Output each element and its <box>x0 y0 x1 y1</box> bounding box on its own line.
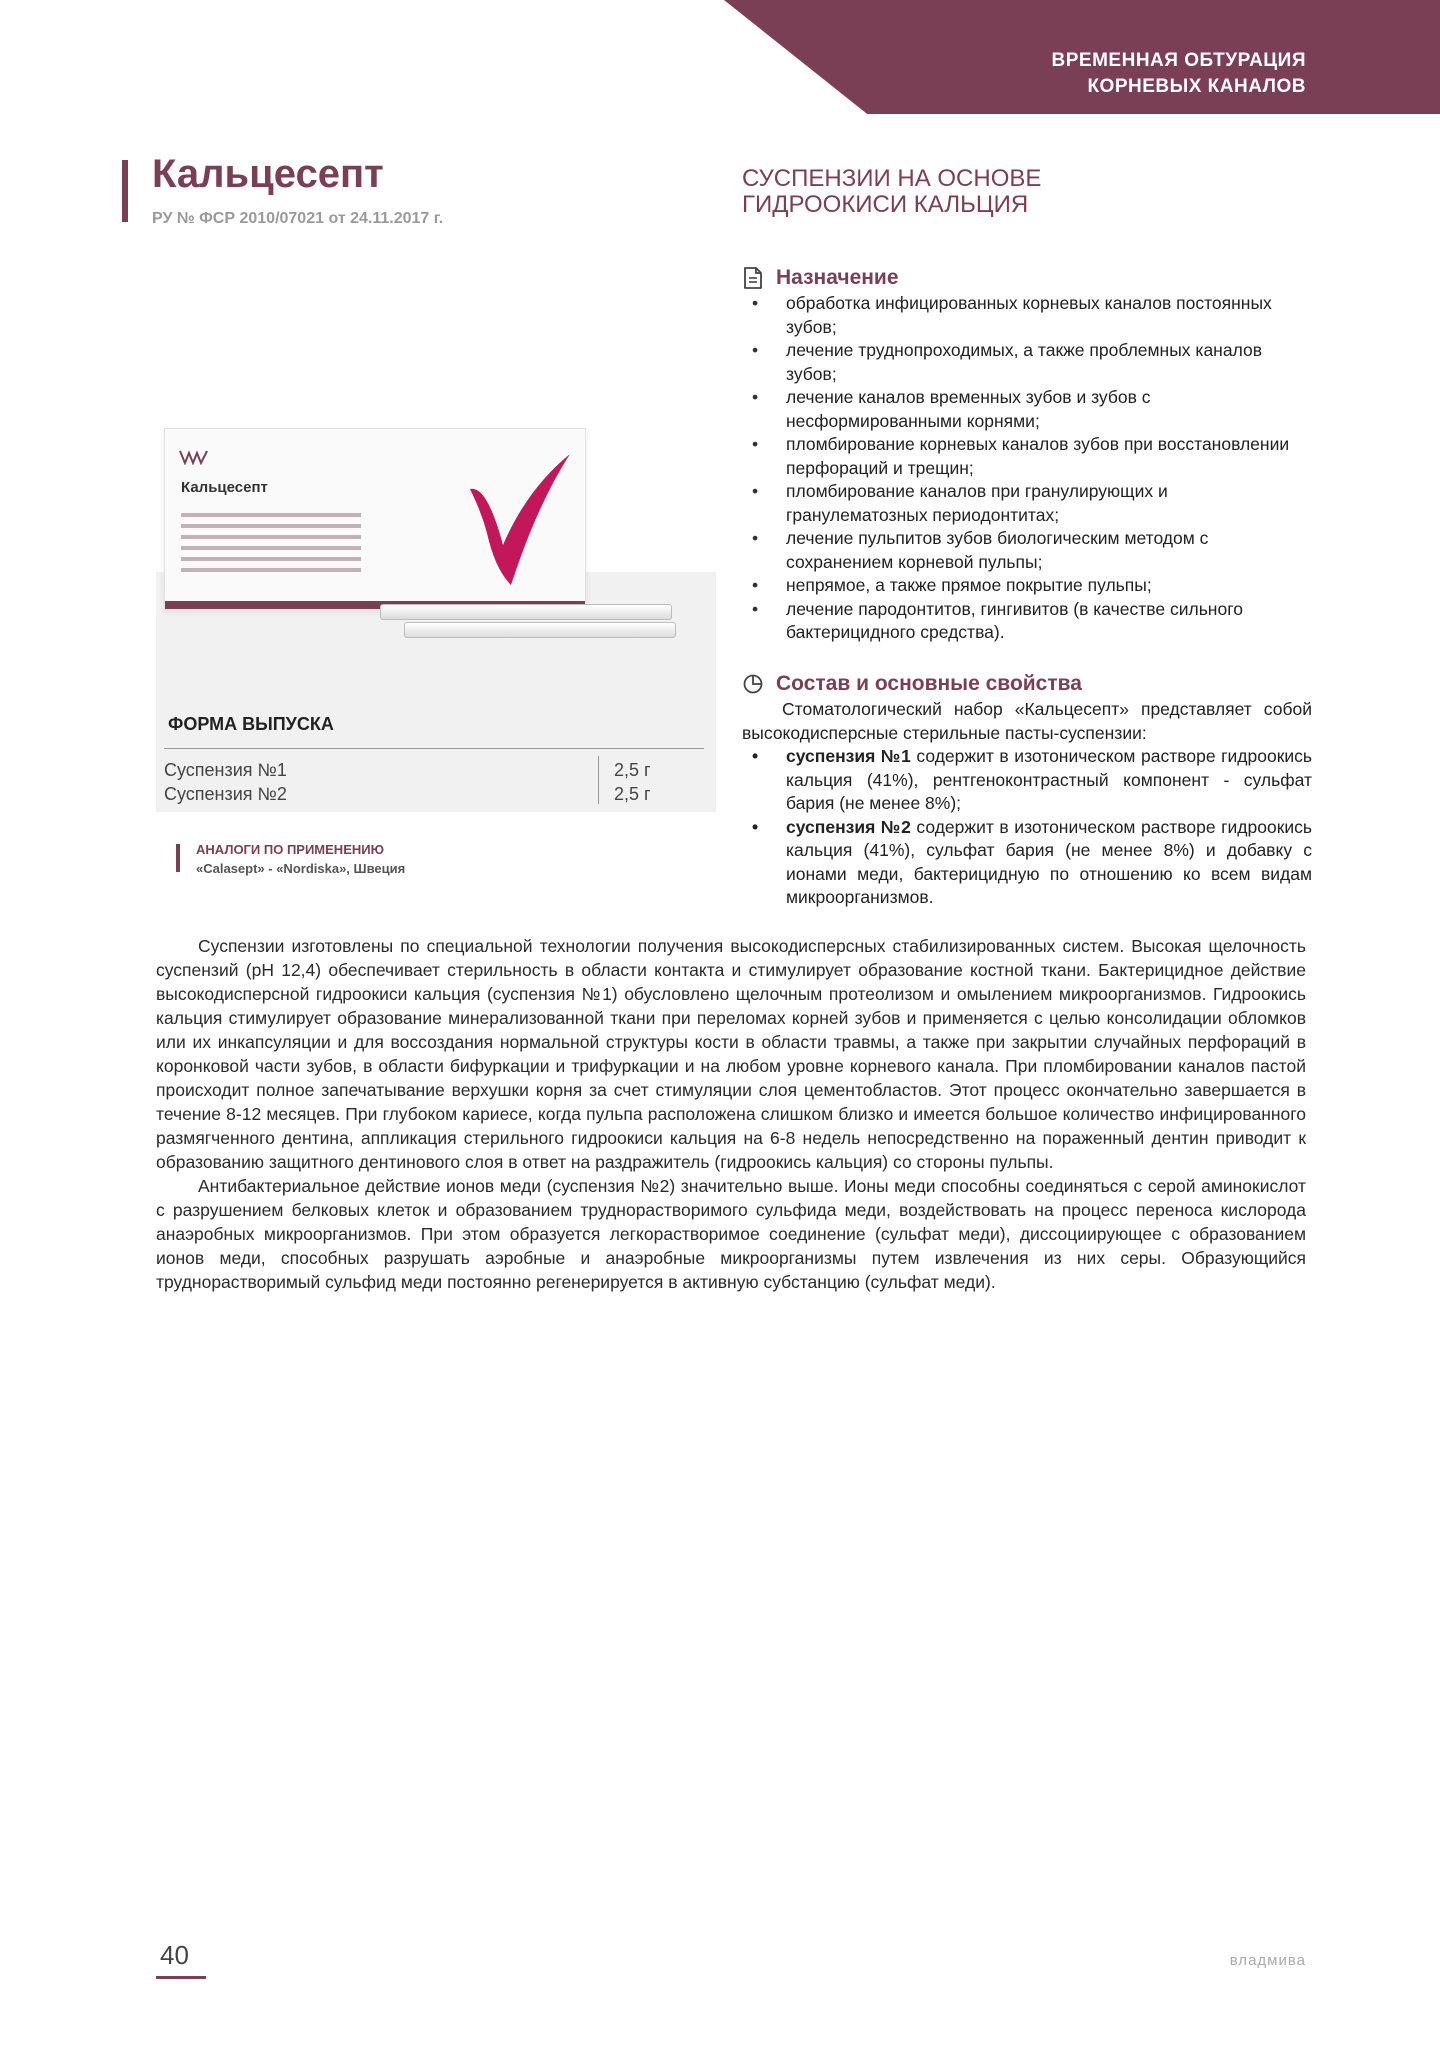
body-text <box>156 934 1306 1294</box>
composition-heading-text: Состав и основные свойства <box>776 672 1082 695</box>
list-item: • обработка инфицированных корневых каналов постоянных зубов; <box>742 292 1312 339</box>
section-title-line1: ВРЕМЕННАЯ ОБТУРАЦИЯ <box>1051 50 1306 71</box>
syringe-image <box>404 622 676 638</box>
list-item: • пломбирование корневых каналов зубов при восстановлении перфораций и трещин; <box>742 433 1312 480</box>
product-title: Кальцесепт <box>152 152 384 196</box>
checkmark-logo-icon <box>465 449 575 589</box>
analogs-heading: АНАЛОГИ ПО ПРИМЕНЕНИЮ <box>196 842 385 857</box>
table-row <box>164 760 704 784</box>
release-name: Суспензия №2 <box>164 784 287 804</box>
product-category-line2: ГИДРООКИСИ КАЛЬЦИЯ <box>742 191 1029 218</box>
page-number-underline <box>156 1976 206 1979</box>
purpose-section <box>742 264 1312 645</box>
list-item: • пломбирование каналов при гранулирующих и гранулематозных периодонтитах; <box>742 480 1312 527</box>
composition-heading <box>742 670 1312 698</box>
composition-section <box>742 670 1312 910</box>
product-category <box>742 166 1302 218</box>
list-item: • лечение пародонтитов, гингивитов (в качестве сильного бактерицидного средства). <box>742 598 1312 645</box>
package-text-lines <box>181 513 361 579</box>
page-number: 40 <box>160 1940 189 1970</box>
section-title <box>1052 48 1306 100</box>
pie-chart-icon <box>742 673 764 695</box>
list-item <box>742 816 1312 910</box>
release-value: 2,5 г <box>614 760 651 780</box>
table-row <box>164 784 704 808</box>
body-paragraph: Антибактериальное действие ионов меди (суспензия №2) значительно выше. Ионы меди способны соединяться с серой аминокислот с разрушением белковых клеток и образованием труднорастворимого сульфида меди, воздействовать на процесс переноса кислорода анаэробных микроорганизмов. При этом образуется легкорастворимое соединение (сульфат меди), диссоциирующее с образованием ионов меди, способных разрушать аэробные и анаэробные микроорганизмы путем извлечения из них серы. Образующийся труднорастворимый сульфид меди постоянно регенерируется в активную субстанцию (сульфат меди). <box>156 1176 1306 1292</box>
registration-number: РУ № ФСР 2010/07021 от 24.11.2017 г. <box>152 210 444 227</box>
divider <box>598 756 599 804</box>
suspension-2-label: суспензия №2 <box>786 816 911 837</box>
list-item: • лечение труднопроходимых, а также проблемных каналов зубов; <box>742 339 1312 386</box>
list-item: • лечение пульпитов зубов биологическим методом с сохранением корневой пульпы; <box>742 527 1312 574</box>
brand-logo-icon <box>179 449 209 465</box>
list-item: • лечение каналов временных зубов и зубов с несформированными корнями; <box>742 386 1312 433</box>
document-icon <box>742 266 764 290</box>
title-accent-bar <box>122 160 128 222</box>
body-paragraph: Суспензии изготовлены по специальной технологии получения высокодисперсных стабилизированных систем. Высокая щелочность суспензий (pH 12,4) обеспечивает стерильность в области контакта и стимулирует образование костной ткани. Бактерицидное действие высокодисперсной гидроокиси кальция (суспензия №1) обусловлено щелочным протеолизом и омылением микроорганизмов. Гидроокись кальция стимулирует образование минерализованной ткани при переломах корней зубов и применяется с целью консолидации обломков или их инкапсуляции и для воссоздания нормальной структуры кости в области травмы, а также при закрытии случайных перфораций в коронковой части зубов, в области бифуркации и трифуркации и на любом уровне корневого канала. При пломбировании каналов пастой происходит полное запечатывание верхушки корня за счет стимуляции слоя цементобластов. Этот процесс окончательно завершается в течение 8-12 месяцев. При глубоком кариесе, когда пульпа расположена слишком близко и имеется большое количество инфицированного размягченного дентина, аппликация стерильного гидроокиси кальция на 6-8 недель непосредственно на пораженный дентин приводит к образованию защитного дентинового слоя в ответ на раздражитель (гидроокись кальция) со стороны пульпы. <box>156 936 1306 1172</box>
section-title-line2: КОРНЕВЫХ КАНАЛОВ <box>1087 76 1306 97</box>
list-item: • непрямое, а также прямое покрытие пульпы; <box>742 574 1312 598</box>
suspension-1-label: суспензия №1 <box>786 746 911 766</box>
product-category-line1: СУСПЕНЗИИ НА ОСНОВЕ <box>742 165 1042 192</box>
suspension-1-text: содержит в изотоническом растворе гидроокись кальция (41%), рентгеноконтрастный компонент - сульфат бария (не менее 8%); <box>786 746 1312 813</box>
release-form-heading: ФОРМА ВЫПУСКА <box>168 714 334 734</box>
footer-brand: владмива <box>1229 1952 1306 1969</box>
product-package-image <box>164 428 586 610</box>
purpose-heading-text: Назначение <box>776 266 899 289</box>
list-item <box>742 745 1312 816</box>
purpose-heading <box>742 264 1312 292</box>
release-value: 2,5 г <box>614 784 651 804</box>
analogs-accent-bar <box>176 844 180 872</box>
analogs-text: «Calasept» - «Nordiska», Швеция <box>196 861 406 876</box>
composition-list <box>742 745 1312 910</box>
release-name: Суспензия №1 <box>164 760 287 780</box>
purpose-list <box>742 292 1312 645</box>
suspension-2-text: содержит в изотоническом растворе гидроокись кальция (41%), сульфат бария (не менее 8%) и добавку с ионами меди, бактерицидную по отношению ко всем видам микроорганизмов. <box>786 816 1312 907</box>
composition-intro: Стоматологический набор «Кальцесепт» представляет собой высокодисперсные стерильные пасты-суспензии: <box>742 699 1312 743</box>
package-name: Кальцесепт <box>181 479 268 496</box>
syringe-image <box>380 604 672 620</box>
divider <box>164 748 704 749</box>
